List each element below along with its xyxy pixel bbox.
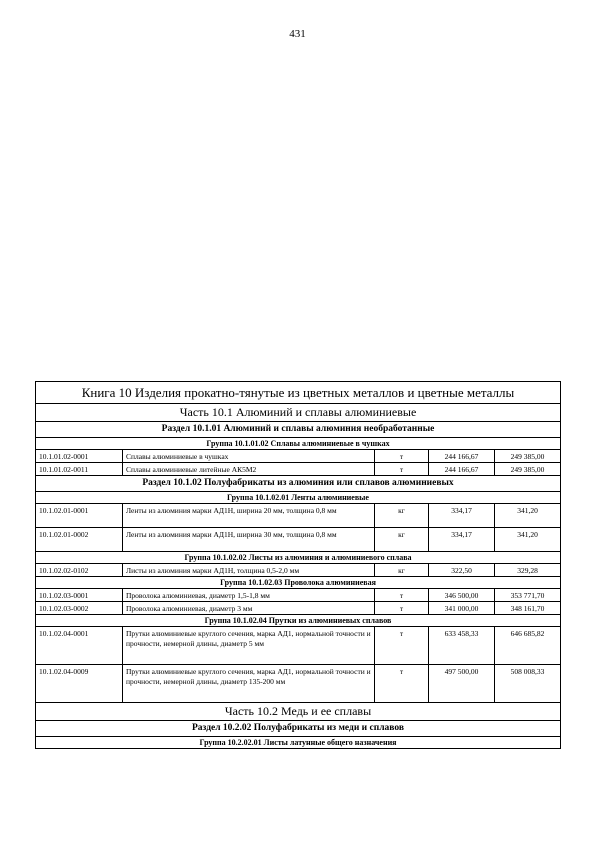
item-price-1: 633 458,33 [429, 627, 495, 665]
item-price-1: 334,17 [429, 504, 495, 528]
item-unit: кг [375, 564, 429, 577]
part-title: Часть 10.1 Алюминий и сплавы алюминиевые [36, 404, 561, 422]
table-row [36, 589, 561, 602]
group-title: Группа 10.1.02.04 Прутки из алюминиевых сплавов [36, 615, 561, 627]
item-price-2: 329,28 [495, 564, 561, 577]
item-unit: т [375, 450, 429, 463]
item-price-2: 646 685,82 [495, 627, 561, 665]
table-row [36, 564, 561, 577]
item-name: Сплавы алюминиевые в чушках [123, 450, 375, 463]
item-code: 10.1.02.01-0002 [36, 528, 123, 552]
item-price-2: 341,20 [495, 504, 561, 528]
item-unit: т [375, 463, 429, 476]
section-title: Раздел 10.1.02 Полуфабрикаты из алюминия или сплавов алюминиевых [36, 476, 561, 492]
group-title-row [36, 577, 561, 589]
item-name: Ленты из алюминия марки АД1Н, ширина 20 мм, толщина 0,8 мм [123, 504, 375, 528]
item-price-1: 497 500,00 [429, 665, 495, 703]
item-price-2: 249 385,00 [495, 450, 561, 463]
item-code: 10.1.02.04-0009 [36, 665, 123, 703]
group-title-row [36, 737, 561, 749]
section-title-row [36, 476, 561, 492]
item-price-1: 334,17 [429, 528, 495, 552]
item-price-2: 353 771,70 [495, 589, 561, 602]
item-code: 10.1.01.02-0001 [36, 450, 123, 463]
item-code: 10.1.02.01-0001 [36, 504, 123, 528]
item-price-2: 348 161,70 [495, 602, 561, 615]
section-title: Раздел 10.2.02 Полуфабрикаты из меди и сплавов [36, 721, 561, 737]
group-title-row [36, 615, 561, 627]
price-table [35, 381, 561, 749]
item-code: 10.1.02.02-0102 [36, 564, 123, 577]
group-title-row [36, 552, 561, 564]
item-name: Проволока алюминиевая, диаметр 1,5-1,8 мм [123, 589, 375, 602]
item-price-1: 341 000,00 [429, 602, 495, 615]
part-title-row [36, 404, 561, 422]
item-name: Ленты из алюминия марки АД1Н, ширина 30 мм, толщина 0,8 мм [123, 528, 375, 552]
item-price-1: 244 166,67 [429, 450, 495, 463]
group-title: Группа 10.1.02.01 Ленты алюминиевые [36, 492, 561, 504]
item-price-1: 346 500,00 [429, 589, 495, 602]
group-title: Группа 10.2.02.01 Листы латунные общего назначения [36, 737, 561, 749]
group-title: Группа 10.1.02.02 Листы из алюминия и алюминиевого сплава [36, 552, 561, 564]
table-row [36, 463, 561, 476]
item-price-2: 508 008,33 [495, 665, 561, 703]
item-unit: кг [375, 504, 429, 528]
book-title: Книга 10 Изделия прокатно-тянутые из цветных металлов и цветные металлы [36, 382, 561, 404]
item-price-2: 249 385,00 [495, 463, 561, 476]
table-row [36, 627, 561, 665]
item-unit: т [375, 627, 429, 665]
item-name: Сплавы алюминиевые литейные АК5М2 [123, 463, 375, 476]
book-title-row [36, 382, 561, 404]
item-unit: т [375, 602, 429, 615]
section-title-row [36, 422, 561, 438]
table-row [36, 528, 561, 552]
item-price-1: 244 166,67 [429, 463, 495, 476]
item-price-2: 341,20 [495, 528, 561, 552]
group-title-row [36, 492, 561, 504]
group-title: Группа 10.1.02.03 Проволока алюминиевая [36, 577, 561, 589]
table-row [36, 450, 561, 463]
part-title: Часть 10.2 Медь и ее сплавы [36, 703, 561, 721]
item-price-1: 322,50 [429, 564, 495, 577]
section-title: Раздел 10.1.01 Алюминий и сплавы алюминия необработанные [36, 422, 561, 438]
item-name: Прутки алюминиевые круглого сечения, марка АД1, нормальной точности и прочности, немерной длины, диаметр 5 мм [123, 627, 375, 665]
group-title: Группа 10.1.01.02 Сплавы алюминиевые в чушках [36, 438, 561, 450]
item-name: Листы из алюминия марки АД1Н, толщина 0,5-2,0 мм [123, 564, 375, 577]
table-row [36, 665, 561, 703]
table-row [36, 602, 561, 615]
item-code: 10.1.02.04-0001 [36, 627, 123, 665]
item-code: 10.1.02.03-0002 [36, 602, 123, 615]
item-name: Проволока алюминиевая, диаметр 3 мм [123, 602, 375, 615]
item-unit: т [375, 589, 429, 602]
item-unit: т [375, 665, 429, 703]
section-title-row [36, 721, 561, 737]
item-code: 10.1.01.02-0011 [36, 463, 123, 476]
item-unit: кг [375, 528, 429, 552]
item-name: Прутки алюминиевые круглого сечения, марка АД1, нормальной точности и прочности, немерной длины, диаметр 135-200 мм [123, 665, 375, 703]
part-title-row [36, 703, 561, 721]
page-number: 431 [289, 28, 306, 40]
item-code: 10.1.02.03-0001 [36, 589, 123, 602]
group-title-row [36, 438, 561, 450]
table-row [36, 504, 561, 528]
